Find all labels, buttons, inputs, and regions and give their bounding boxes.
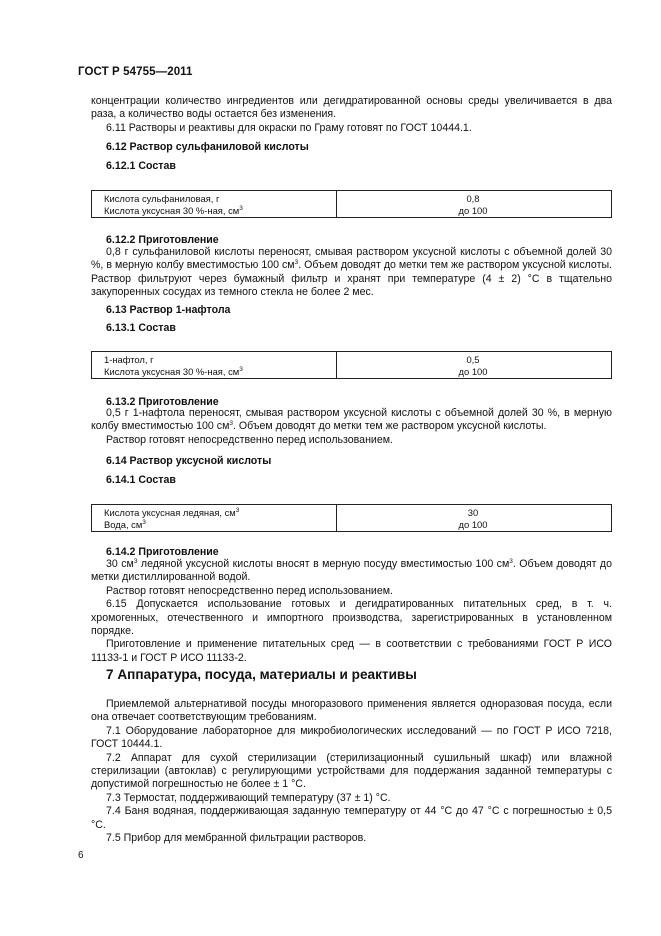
preparation-text [91,246,612,300]
composition-table-6-12 [91,190,612,218]
table-row [92,505,612,532]
ingredient-name: Кислота сульфаниловая, г [104,193,220,204]
superscript: 3 [294,259,299,267]
preparation-text [91,558,612,585]
paragraph-6-15: 6.15 Допускается использование готовых и дегидратированных питательных сред, в т. ч. хромогенных, отечественного и импортного производства, зарегистрированных в установленном порядке. [91,598,612,638]
heading-6-12: 6.12 Раствор сульфаниловой кислоты [106,141,309,153]
ingredient-value: 0,8 [466,193,480,204]
ingredient-value: до 100 [458,365,488,377]
table-cell-name [92,505,337,532]
heading-6-12-1: 6.12.1 Состав [106,160,176,172]
heading-6-13: 6.13 Раствор 1-нафтола [106,304,231,316]
paragraph-7-2: 7.2 Аппарат для сухой стерилизации (стерилизационный сушильный шкаф) или влажной стерилизации (автоклав) с регулирующими устройствами для поддержания заданной температуры с допустимой погрешностью не более ± 1 °C. [91,751,612,791]
superscript: 3 [229,420,233,428]
table-cell-value [337,191,612,218]
superscript: 3 [239,204,243,212]
heading-6-12-2: 6.12.2 Приготовление [106,234,219,246]
text-part: ледяной уксусной кислоты вносят в мерную посуду вместимостью 100 см [137,558,510,570]
table-cell-name [92,191,337,218]
superscript: 3 [142,518,146,526]
intro-block [91,95,612,135]
paragraph-6-13-2 [91,407,612,447]
text-part: 30 см [106,558,134,570]
section-7-intro: Приемлемой альтернативой посуды многоразового применения является одноразовая посуда, если она отвечает соответствующим требованиям. [91,698,612,724]
text-part: . Объем доводят до метки тем же раствором уксусной кислоты. Раствор фильтруют через бумажный фильтр и хранят при температуре (4 ± 2) °C в тщательно закупоренных сосудах из темного стекла не более 2 мес. [91,259,612,299]
paragraph-6-12-2 [91,246,612,300]
continuation-paragraph: концентрации количество ингредиентов или дегидратированной основы среды увеличивается в два раза, а количество воды остается без изменения. [91,95,612,121]
paragraph-7-5: 7.5 Прибор для мембранной фильтрации растворов. [106,832,367,845]
ingredient-name: 1-нафтол, г [104,354,154,365]
ingredient-value: до 100 [458,204,488,216]
paragraph-6-11: 6.11 Растворы и реактивы для окраски по Граму готовят по ГОСТ 10444.1. [106,121,472,134]
heading-section-7: 7 Аппаратура, посуда, материалы и реактивы [106,667,417,682]
paragraph-7-4: 7.4 Баня водяная, поддерживающая заданную температуру от 44 °C до 47 °C с погрешностью ± 0,5 °C. [91,805,612,831]
preparation-text [91,407,612,434]
paragraph-7-1: 7.1 Оборудование лабораторное для микробиологических исследований — по ГОСТ Р ИСО 7218, ГОСТ 10444.1. [91,724,612,751]
text-part: 0,5 г 1-нафтола переносят, смывая раствором уксусной кислоты с объемной долей 30 %, в мерную колбу вместимостью 100 см [91,407,612,433]
ingredient-name [104,205,330,217]
superscript: 3 [235,507,240,514]
table-cell-value [337,352,612,379]
text-part: 0,8 г сульфаниловой кислоты переносят, смывая раствором уксусной кислоты с объемной долей 30 %, в мерную колбу вместимостью 100 см [91,246,612,272]
superscript: 3 [239,365,243,373]
text-part: . Объем доводят до метки дистиллированной водой. [91,558,613,584]
superscript: 3 [509,558,513,565]
ingredient-name [104,507,330,519]
table-cell-value [337,505,612,532]
preparation-note: Раствор готовят непосредственно перед использованием. [106,433,393,446]
document-header: ГОСТ Р 54755—2011 [78,66,193,78]
ingredient-name-text: Кислота уксусная 30 %-ная, см [104,365,240,377]
preparation-note: Раствор готовят непосредственно перед использованием. [106,584,393,597]
ingredient-name [104,366,330,378]
heading-6-13-2: 6.13.2 Приготовление [106,396,219,408]
page-number: 6 [78,850,84,861]
composition-table-6-14 [91,504,612,532]
ingredient-value: 30 [467,507,479,518]
superscript: 3 [133,558,138,565]
paragraph-6-14-2 [91,558,612,665]
table-row [92,191,612,218]
heading-6-13-1: 6.13.1 Состав [106,322,176,334]
ingredient-name-text: Кислота уксусная ледяная, см [104,507,236,518]
ingredient-name-text: Кислота уксусная 30 %-ная, см [104,204,240,216]
table-cell-name [92,352,337,379]
ingredient-value: 0,5 [466,354,480,365]
composition-table-6-13 [91,351,612,379]
heading-6-14-2: 6.14.2 Приготовление [106,546,219,558]
table-row [92,352,612,379]
section-7-body [91,698,612,845]
ingredient-value: до 100 [458,518,488,530]
ingredient-name-text: Вода, см [104,518,143,530]
paragraph-application: Приготовление и применение питательных сред — в соответствии с требованиями ГОСТ Р ИСО 11133-1 и ГОСТ Р ИСО 11133-2. [91,638,612,664]
heading-6-14: 6.14 Раствор уксусной кислоты [106,455,272,467]
text-part: . Объем доводят до метки тем же раствором уксусной кислоты. [232,420,547,433]
paragraph-7-3: 7.3 Термостат, поддерживающий температуру (37 ± 1) °C. [106,791,391,804]
ingredient-name [104,519,330,531]
heading-6-14-1: 6.14.1 Состав [106,474,176,486]
